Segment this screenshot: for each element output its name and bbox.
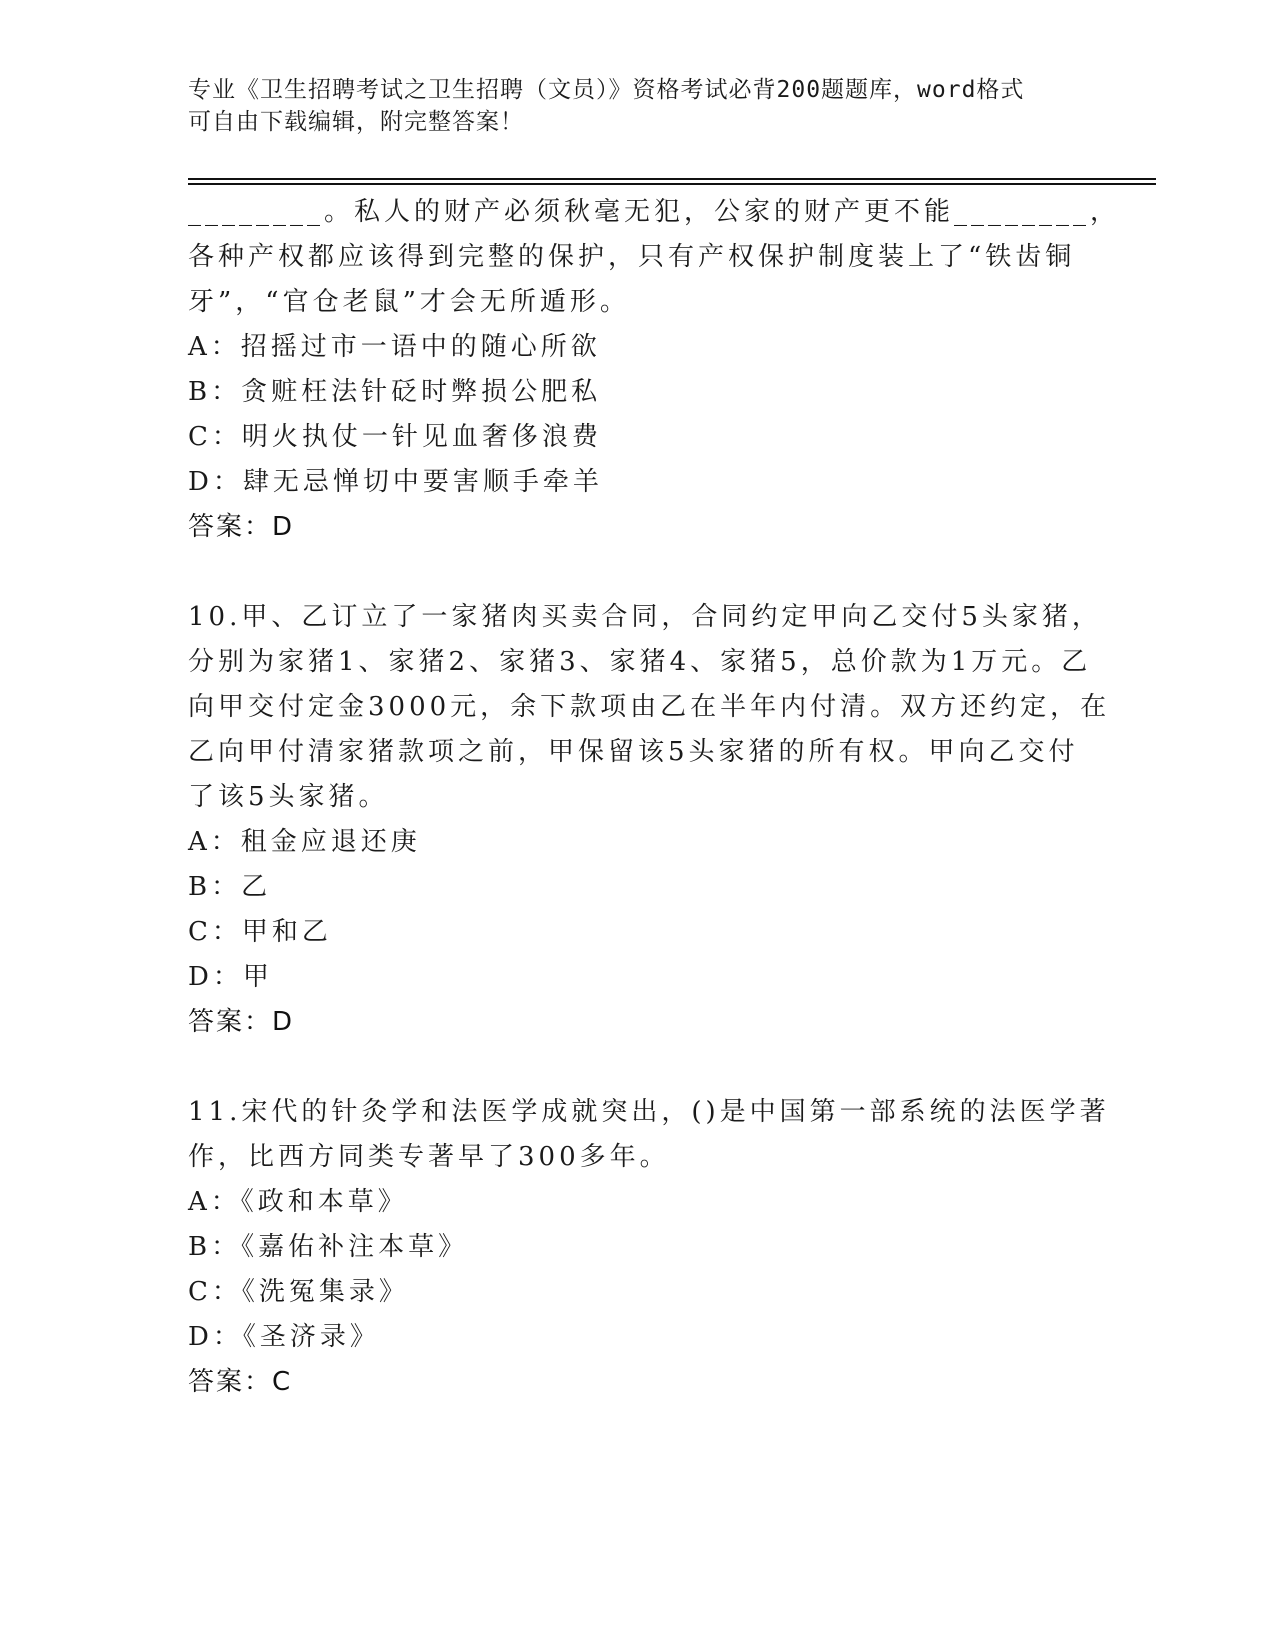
option-a: A：招摇过市一语中的随心所欲 [188, 332, 601, 362]
question-11 [188, 1090, 1110, 1405]
question-spacer [188, 1045, 1088, 1090]
option-b: B：贪赃枉法针砭时弊损公肥私 [188, 377, 602, 407]
option-c: C：《洗冤集录》 [188, 1277, 409, 1307]
option-b: B：乙 [188, 872, 272, 902]
header-line-1: 专业《卫生招聘考试之卫生招聘（文员）》资格考试必背200题题库，word格式 [188, 77, 1025, 103]
option-b: B：《嘉佑补注本草》 [188, 1232, 469, 1262]
option-d: D：《圣济录》 [188, 1322, 380, 1352]
option-c: C：甲和乙 [188, 917, 332, 947]
document-header [188, 74, 1068, 138]
question-text-line: 各种产权都应该得到完整的保护，只有产权保护制度装上了“铁齿铜 [188, 242, 1076, 272]
question-text-line: 牙”，“官仓老鼠”才会无所遁形。 [188, 287, 630, 317]
question-text-line: 乙向甲付清家猪款项之前，甲保留该5头家猪的所有权。甲向乙交付 [188, 737, 1079, 767]
option-d: D：肆无忌惮切中要害顺手牵羊 [188, 467, 603, 497]
header-line-2: 可自由下载编辑，附完整答案！ [188, 109, 524, 135]
header-divider-bottom [188, 183, 1156, 185]
option-c: C：明火执仗一针见血奢侈浪费 [188, 422, 602, 452]
question-9 [188, 190, 1121, 550]
question-text-line: 作，比西方同类专著早了300多年。 [188, 1142, 670, 1172]
question-text-line: 向甲交付定金3000元，余下款项由乙在半年内付清。双方还约定，在 [188, 692, 1111, 722]
option-d: D：甲 [188, 962, 273, 992]
header-divider-top [188, 178, 1156, 180]
question-text-line: 了该5头家猪。 [188, 782, 389, 812]
answer-label: 答案：C [188, 1367, 293, 1397]
question-spacer [188, 550, 1088, 595]
option-a: A：租金应退还庚 [188, 827, 421, 857]
question-10 [188, 595, 1111, 1045]
question-text-line: 分别为家猪1、家猪2、家猪3、家猪4、家猪5，总价款为1万元。乙 [188, 647, 1092, 677]
answer-label: 答案：D [188, 512, 295, 542]
question-list [188, 190, 1121, 1405]
question-text-line: ________。私人的财产必须秋毫无犯，公家的财产更不能________， [188, 197, 1121, 227]
option-a: A：《政和本草》 [188, 1187, 408, 1217]
question-text-line: 11.宋代的针灸学和法医学成就突出，()是中国第一部系统的法医学著 [188, 1097, 1110, 1127]
question-text-line: 10.甲、乙订立了一家猪肉买卖合同，合同约定甲向乙交付5头家猪， [188, 602, 1102, 632]
answer-label: 答案：D [188, 1007, 295, 1037]
